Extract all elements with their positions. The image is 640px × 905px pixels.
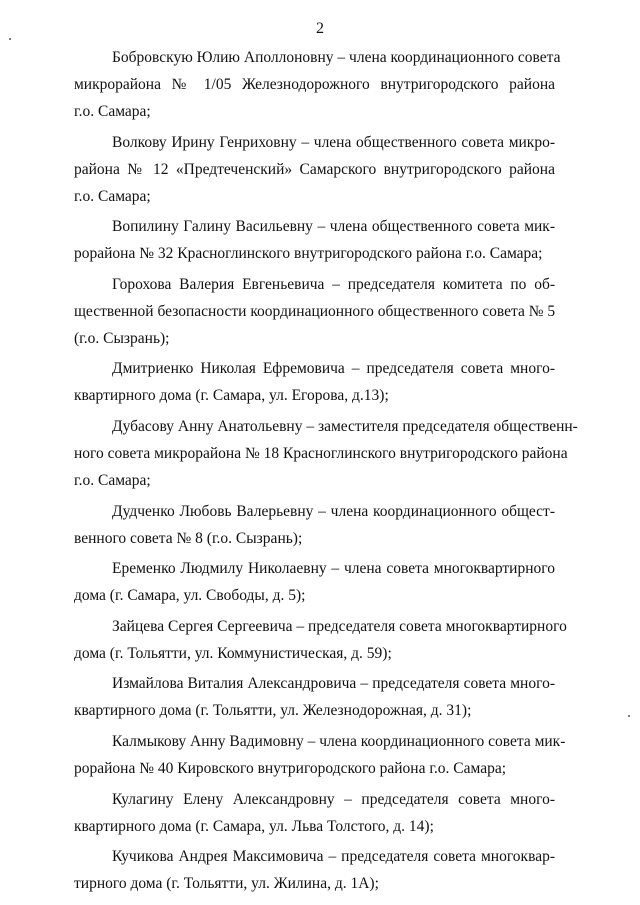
entry-line: г.о. Самара; — [74, 471, 151, 489]
entry-line: ного совета микрорайона № 18 Красноглинского внутригородского района — [74, 444, 568, 462]
list-item — [74, 271, 555, 352]
entry-line: г.о. Самара; — [74, 187, 151, 205]
entry-line: квартирного дома (г. Тольятти, ул. Железнодорожная, д. 31); — [74, 702, 472, 720]
list-item — [74, 44, 561, 125]
scan-speck — [628, 715, 630, 717]
list-item — [74, 728, 566, 782]
list-item — [74, 498, 555, 552]
entry-line: Кучикова Андрея Максимовича – председателя совета многоквар- — [112, 848, 555, 866]
page-number: 2 — [316, 20, 324, 37]
list-item — [74, 355, 555, 409]
entry-line: дома (г. Самара, ул. Свободы, д. 5); — [74, 587, 306, 605]
list-item — [74, 555, 555, 609]
list-item — [74, 129, 555, 210]
entry-line: Вопилину Галину Васильевну – члена общественного совета мик- — [112, 218, 555, 236]
entry-line: рорайона № 40 Кировского внутригородского района г.о. Самара; — [74, 759, 507, 777]
entry-line: Дудченко Любовь Валерьевну – члена координационного общест- — [112, 502, 555, 520]
scan-speck — [9, 38, 11, 40]
entry-line: Волкову Ирину Генриховну – члена общественного совета микро- — [112, 133, 555, 151]
entry-line: рорайона № 32 Красноглинского внутригородского района г.о. Самара; — [74, 245, 543, 263]
entry-line: Горохова Валерия Евгеньевича – председателя комитета по об- — [112, 275, 555, 293]
list-item — [74, 786, 555, 840]
entry-line: Калмыкову Анну Вадимовну – члена координационного совета мик- — [112, 732, 566, 750]
entry-line: (г.о. Сызрань); — [74, 329, 170, 347]
entry-line: микрорайона № 1/05 Железнодорожного внутригородского района — [74, 76, 555, 93]
entry-line: дома (г. Тольятти, ул. Коммунистическая, д. 59); — [74, 644, 392, 662]
entry-line: Кулагину Елену Александровну – председателя совета много- — [112, 790, 555, 808]
entry-line: квартирного дома (г. Самара, ул. Егорова, д.13); — [74, 387, 389, 405]
entry-line: тирного дома (г. Тольятти, ул. Жилина, д. 1А); — [74, 875, 379, 893]
list-item — [74, 670, 555, 724]
entry-line: г.о. Самара; — [74, 103, 151, 120]
entry-line: квартирного дома (г. Самара, ул. Льва Толстого, д. 14); — [74, 817, 434, 835]
entry-line: щественной безопасности координационного общественного совета № 5 — [74, 302, 556, 320]
appointee-list — [74, 44, 578, 901]
entry-line: Еременко Людмилу Николаевну – члена совета многоквартирного — [112, 560, 555, 578]
entry-line: Бобровскую Юлию Аполлоновну – члена координационного совета — [112, 49, 561, 66]
list-item — [74, 413, 578, 494]
entry-line: района № 12 «Предтеченский» Самарского внутригородского района — [74, 160, 555, 178]
entry-line: Дмитриенко Николая Ефремовича – председателя совета много- — [112, 360, 555, 378]
entry-line: Зайцева Сергея Сергеевича – председателя совета многоквартирного — [112, 617, 567, 635]
entry-line: Измайлова Виталия Александровича – председателя совета много- — [112, 675, 555, 693]
list-item — [74, 843, 555, 897]
list-item — [74, 613, 567, 667]
list-item — [74, 213, 555, 267]
entry-line: венного совета № 8 (г.о. Сызрань); — [74, 529, 303, 547]
entry-line: Дубасову Анну Анатольевну – заместителя председателя общественн- — [112, 417, 578, 435]
